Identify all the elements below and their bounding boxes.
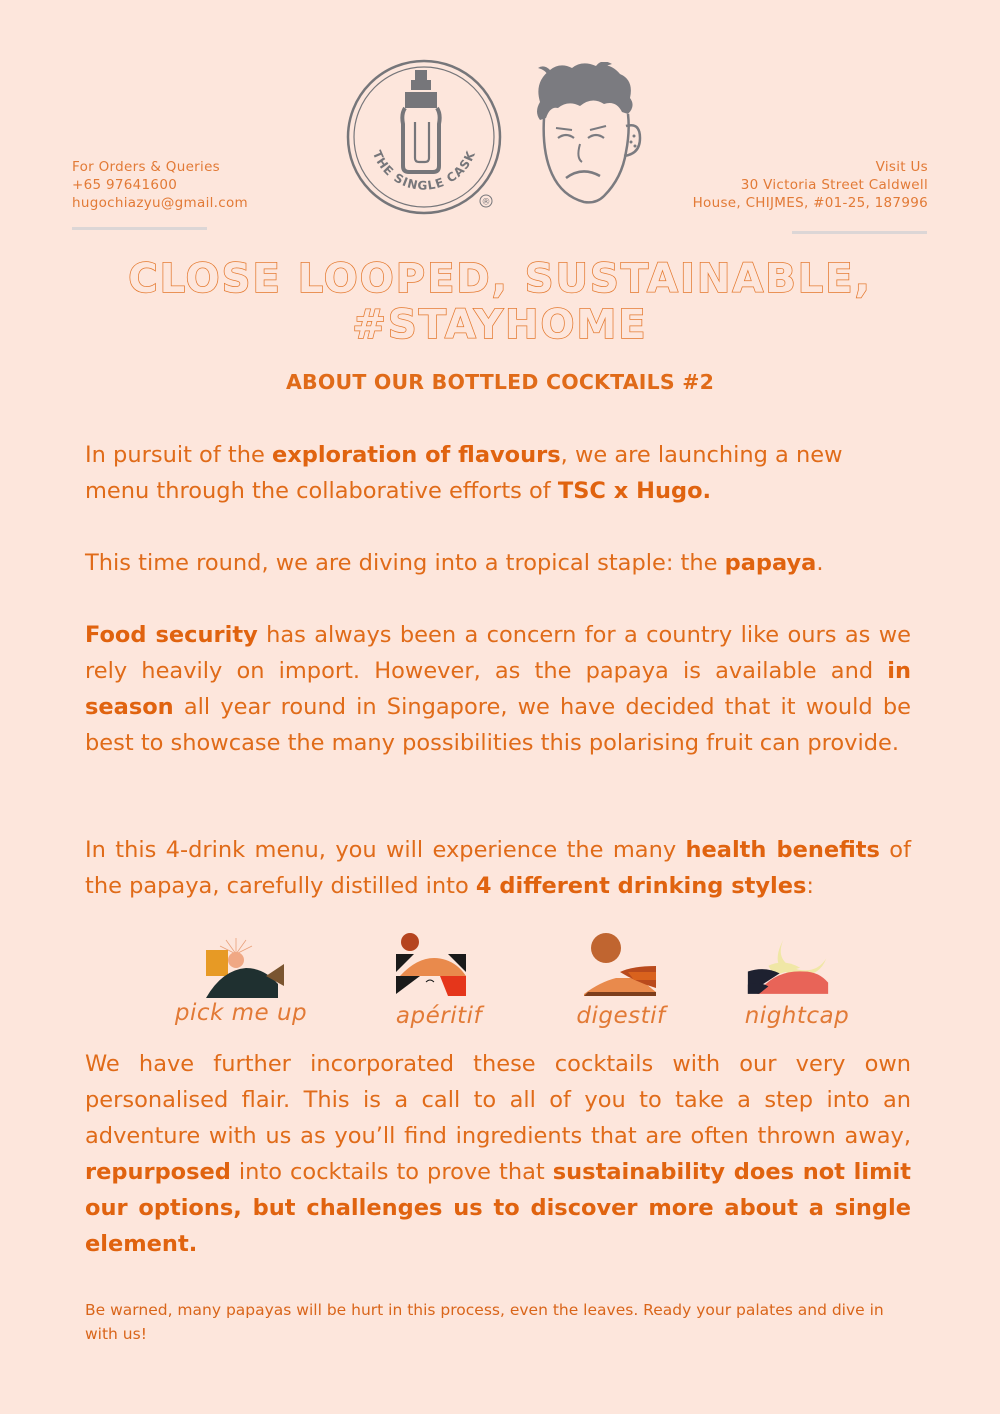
paragraph-papaya [85,545,911,581]
section-title: ABOUT OUR BOTTLED COCKTAILS #2 [285,370,715,394]
style-label-nightcap: nightcap [744,1003,850,1029]
emphasis: 4 different drinking styles [475,873,807,899]
emphasis: papaya [724,550,817,576]
page-headline: CLOSE LOOPED, SUSTAINABLE, #STAYHOME [128,256,872,348]
style-label-digestif: digestif [576,1003,666,1029]
text-run: : [806,873,815,899]
sunset-dunes-icon [580,932,664,996]
emphasis: sustainability does not limit our options, but challenges us to discover more about a single element. [85,1159,911,1257]
text-run: This time round, we are diving into a tropical staple: the [85,550,725,576]
closing-note: Be warned, many papayas will be hurt in this process, even the leaves. Ready your palates and dive in with us! [85,1301,884,1343]
text-run: has always been a concern for a country like ours as we rely heavily on import. However, as the papaya is available and [85,622,911,684]
style-label-pick-me-up: pick me up [174,1000,308,1026]
text-run: In this 4-drink menu, you will experience the many [85,837,686,863]
logo-text: THE SINGLE CASK [369,148,479,193]
text-run: of the papaya, carefully distilled into [85,837,911,899]
text-run: into cocktails to prove that [230,1159,553,1185]
emphasis: health benefits [685,837,880,863]
emphasis: exploration of flavours [271,442,561,468]
emphasis: repurposed [85,1159,231,1185]
address-line-1: 30 Victoria Street Caldwell [740,177,928,193]
text-run: all year round in Singapore, we have decided that it would be best to showcase the many possibilities this polarising fruit can provide. [85,694,911,756]
emphasis: Food security [85,622,258,648]
sunrise-hills-icon [202,936,286,1000]
paragraph-intro [85,437,911,509]
emphasis: TSC x Hugo. [557,478,712,504]
text-run: , we are launching a new menu through the collaborative efforts of [85,442,843,504]
emphasis: in season [85,658,911,720]
paragraph-menu [85,832,911,904]
divider-left [72,227,207,230]
email-address[interactable]: hugochiazyu@gmail.com [72,195,248,211]
paragraph-food-security [85,617,911,761]
divider-right [792,231,927,234]
text-run: We have further incorporated these cocktails with our very own personalised flair. This is a call to all of you to take a step into an adventure with us as you’ll find ingredients that are often thrown away, [85,1051,911,1149]
address-line-2: House, CHIJMES, #01-25, 187996 [692,195,928,211]
text-run: . [816,550,824,576]
style-label-aperitif: apéritif [395,1003,483,1029]
visit-address [668,158,928,212]
visit-heading: Visit Us [875,159,928,175]
single-cask-logo [345,58,503,216]
moon-hills-icon [746,932,830,996]
hugo-face-illustration [530,62,648,217]
sun-mountain-icon [392,932,476,996]
registered-mark: ® [481,197,491,208]
orders-heading: For Orders & Queries [72,159,221,175]
orders-contact [72,158,248,212]
phone-number[interactable]: +65 97641600 [72,177,178,193]
paragraph-flair [85,1046,911,1262]
text-run: In pursuit of the [85,442,272,468]
